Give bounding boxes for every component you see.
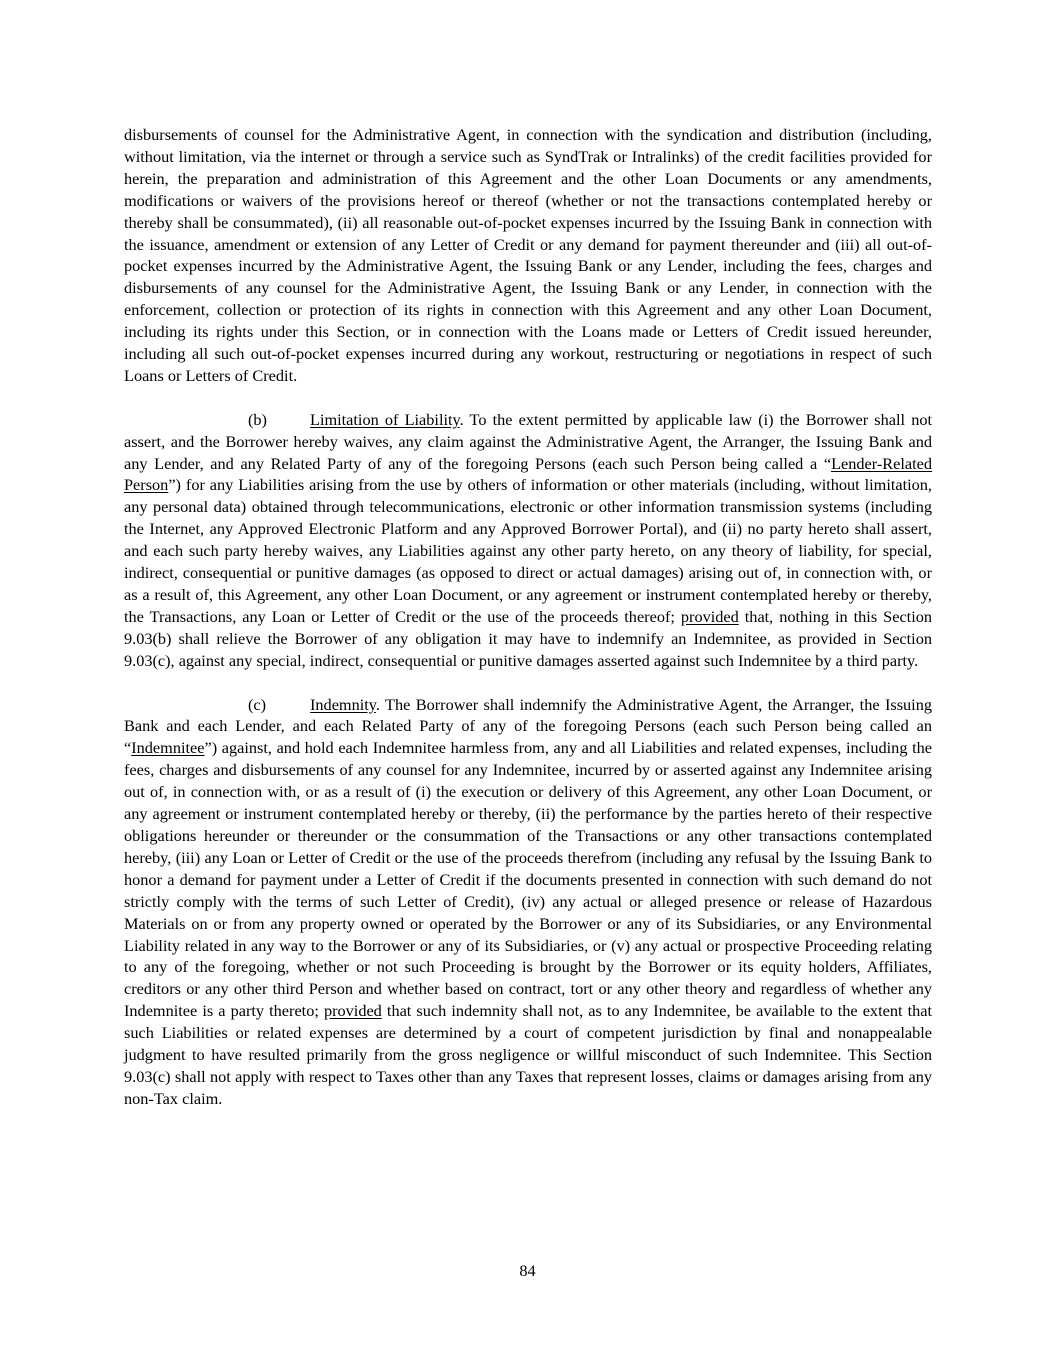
section-b-label: (b) [248, 409, 267, 429]
section-c-text-2: ”) against, and hold each Indemnitee harmless from, any and all Liabilities and related expenses, including the fees, charges and disbursements of any counsel for any Indemnitee, incurred by or asserted against any Indemnitee arising out of, in connection with, or as a result of (i) the execution or delivery of this Agreement, any other Loan Document, or any agreement or instrument contemplated hereby or thereby, (ii) the performance by the parties hereto of their respective obligations hereunder or thereunder or the consummation of the Transactions or any other transactions contemplated hereby, (iii) any Loan or Letter of Credit or the use of the proceeds therefrom (including any refusal by the Issuing Bank to honor a demand for payment under a Letter of Credit if the documents presented in connection with such demand do not strictly comply with the terms of such Letter of Credit), (iv) any actual or alleged presence or release of Hazardous Materials on or from any property owned or operated by the Borrower or any of its Subsidiaries, or any Environmental Liability related in any way to the Borrower or any of its Subsidiaries, or (v) any actual or prospective Proceeding relating to any of the foregoing, whether or not such Proceeding is brought by the Borrower or its equity holders, Affiliates, creditors or any other third Person and whether based on contract, tort or any other theory and regardless of whether any Indemnitee is a party thereto; [124, 738, 932, 1021]
continuation-paragraph: disbursements of counsel for the Administrative Agent, in connection with the syndication and distribution (including, without limitation, via the internet or through a service such as SyndTrak or Intralinks) of the credit facilities provided for herein, the preparation and administration of this Agreement and the other Loan Documents or any amendments, modifications or waivers of the provisions hereof or thereof (whether or not the transactions contemplated hereby or thereby shall be consummated), (ii) all reasonable out-of-pocket expenses incurred by the Issuing Bank in connection with the issuance, amendment or extension of any Letter of Credit or any demand for payment thereunder and (iii) all out-of-pocket expenses incurred by the Administrative Agent, the Issuing Bank or any Lender, including the fees, charges and disbursements of any counsel for the Administrative Agent, the Issuing Bank or any Lender, in connection with the enforcement, collection or protection of its rights in connection with this Agreement and any other Loan Document, including its rights under this Section, or in connection with the Loans made or Letters of Credit issued hereunder, including all such out-of-pocket expenses incurred during any workout, restructuring or negotiations in respect of such Loans or Letters of Credit. [124, 125, 932, 385]
section-c-label: (c) [248, 694, 267, 714]
section-b-text-1: . To the extent permitted by applicable law (i) the Borrower shall not assert, and the Borrower hereby waives, any claim against the Administrative Agent, the Arranger, the Issuing Bank and any Lender, and any Related Party of any of the foregoing Persons (each such Person being called a “ [124, 409, 932, 473]
section-b-text-2: ”) for any Liabilities arising from the use by others of information or other materials (including, without limitation, any personal data) obtained through telecommunications, electronic or other information transmission systems (including the Internet, any Approved Electronic Platform and any Approved Borrower Portal), and (ii) no party hereto shall assert, and each such party hereby waives, any Liabilities against any other party hereto, on any theory of liability, for special, indirect, consequential or punitive damages (as opposed to direct or actual damages) arising out of, in connection with, or as a result of, this Agreement, any other Loan Document, or any agreement or instrument contemplated hereby or thereby, the Transactions, any Loan or Letter of Credit or the use of the proceeds thereof; [124, 475, 932, 626]
section-b-proviso: provided [680, 606, 739, 626]
section-c-heading: Indemnity [310, 694, 376, 714]
section-c-text-1: . The Borrower shall indemnify the Administrative Agent, the Arranger, the Issuing Bank and each Lender, and each Related Party of any of the foregoing Persons (each such Person being called an “ [124, 694, 932, 758]
section-b-text-3: that, nothing in this Section 9.03(b) shall relieve the Borrower of any obligation it may have to indemnify an Indemnitee, as provided in Section 9.03(c), against any special, indirect, consequential or punitive damages asserted against such Indemnitee by a third party. [124, 606, 932, 670]
section-b-paragraph [124, 409, 932, 672]
page-number: 84 [519, 1261, 536, 1280]
section-c-paragraph [124, 694, 932, 1110]
section-b-heading: Limitation of Liability [310, 409, 460, 429]
document-body [124, 124, 932, 1110]
section-b-defined-term: Lender-Related Person [124, 453, 932, 495]
section-c-proviso: provided [323, 1001, 382, 1021]
section-c-defined-term: Indemnitee [131, 738, 205, 758]
section-c-text-3: that such indemnity shall not, as to any Indemnitee, be available to the extent that such Liabilities or related expenses are determined by a court of competent jurisdiction by final and nonappealable judgment to have resulted primarily from the gross negligence or willful misconduct of such Indemnitee. This Section 9.03(c) shall not apply with respect to Taxes other than any Taxes that represent losses, claims or damages arising from any non-Tax claim. [124, 1001, 932, 1108]
